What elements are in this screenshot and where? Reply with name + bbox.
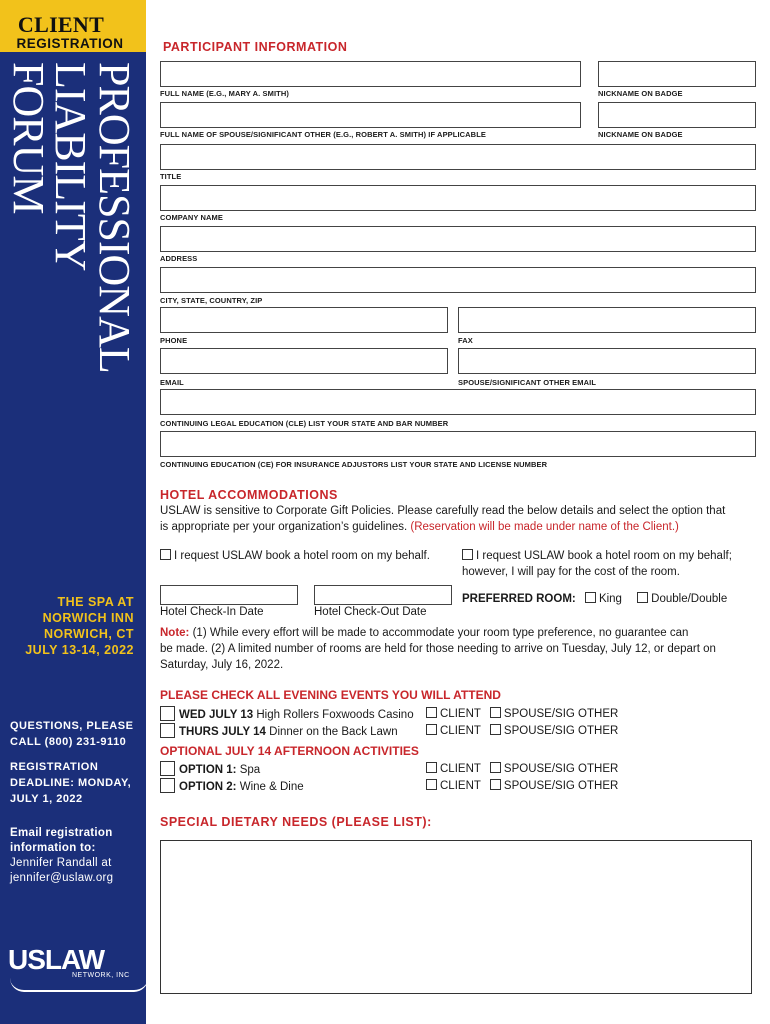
option-1-spouse-checkbox[interactable] xyxy=(490,762,501,773)
hotel-option-1-label: I request USLAW book a hotel room on my behalf. xyxy=(174,550,430,562)
deadline-info xyxy=(10,759,131,807)
venue-line: THE SPA AT xyxy=(57,595,134,609)
spouse-label: SPOUSE/SIG OTHER xyxy=(503,763,619,775)
event-wed xyxy=(160,706,414,723)
questions-line: QUESTIONS, PLEASE xyxy=(10,720,134,732)
title-label: TITLE xyxy=(160,172,182,181)
fax-label: FAX xyxy=(458,336,473,345)
event-wed-desc: High Rollers Foxwoods Casino xyxy=(256,709,414,721)
hotel-policy-text xyxy=(160,503,760,535)
event-wed-checkbox[interactable] xyxy=(160,706,175,721)
logo-swoosh xyxy=(10,978,148,992)
hotel-option-2-label: I request USLAW book a hotel room on my behalf; xyxy=(476,550,732,562)
spouse-name-label: FULL NAME OF SPOUSE/SIGNIFICANT OTHER (E.G., ROBERT A. SMITH) IF APPLICABLE xyxy=(160,130,486,139)
hotel-option-1-checkbox[interactable] xyxy=(160,549,171,560)
double-checkbox[interactable] xyxy=(637,592,648,603)
full-name-label: FULL NAME (E.G., MARY A. SMITH) xyxy=(160,89,289,98)
venue-date: JULY 13-14, 2022 xyxy=(25,643,134,657)
checkin-label: Hotel Check-In Date xyxy=(160,606,264,618)
fax-field[interactable] xyxy=(458,307,756,333)
participant-section-title: PARTICIPANT INFORMATION xyxy=(163,40,348,54)
hotel-option-2[interactable] xyxy=(462,548,732,580)
diet-section-title: SPECIAL DIETARY NEEDS (PLEASE LIST): xyxy=(160,815,432,829)
client-banner xyxy=(0,0,146,52)
event-thurs-attendees xyxy=(426,723,618,739)
checkout-date-field[interactable] xyxy=(314,585,452,605)
nickname-label: NICKNAME ON BADGE xyxy=(598,89,683,98)
city-field[interactable] xyxy=(160,267,756,293)
event-wed-spouse-checkbox[interactable] xyxy=(490,707,501,718)
events-section-title: PLEASE CHECK ALL EVENING EVENTS YOU WILL ATTEND xyxy=(160,688,501,702)
event-thurs-checkbox[interactable] xyxy=(160,723,175,738)
event-thurs-desc: Dinner on the Back Lawn xyxy=(269,726,398,738)
preferred-room xyxy=(462,591,727,607)
venue-line: NORWICH, CT xyxy=(44,627,134,641)
cle-field[interactable] xyxy=(160,389,756,415)
option-2-spouse-checkbox[interactable] xyxy=(490,779,501,790)
spouse-nickname-label: NICKNAME ON BADGE xyxy=(598,130,683,139)
option-1 xyxy=(160,761,260,778)
option-2-label: OPTION 2: xyxy=(179,781,237,793)
deadline-line: DEADLINE: MONDAY, xyxy=(10,777,132,789)
double-label: Double/Double xyxy=(651,593,728,605)
note-line: Saturday, July 16, 2022. xyxy=(160,659,284,671)
venue-info xyxy=(8,594,134,658)
deadline-line: REGISTRATION xyxy=(10,761,99,773)
checkin-date-field[interactable] xyxy=(160,585,298,605)
option-1-checkbox[interactable] xyxy=(160,761,175,776)
king-label: King xyxy=(598,593,622,605)
event-thurs-spouse-checkbox[interactable] xyxy=(490,724,501,735)
checkout-label: Hotel Check-Out Date xyxy=(314,606,427,618)
optional-activities-title: OPTIONAL JULY 14 AFTERNOON ACTIVITIES xyxy=(160,744,419,758)
option-2 xyxy=(160,778,304,795)
hotel-policy-line: is appropriate per your organization’s guidelines. xyxy=(160,521,408,533)
option-2-client-checkbox[interactable] xyxy=(426,779,437,790)
full-name-field[interactable] xyxy=(160,61,581,87)
option-1-desc: Spa xyxy=(239,764,261,776)
email-contact-address[interactable]: jennifer@uslaw.org xyxy=(10,872,114,884)
questions-phone: CALL (800) 231-9110 xyxy=(10,736,127,748)
nickname-field[interactable] xyxy=(598,61,756,87)
company-label: COMPANY NAME xyxy=(160,213,224,222)
spouse-email-label: SPOUSE/SIGNIFICANT OTHER EMAIL xyxy=(458,378,597,387)
uslaw-logo: USLAW xyxy=(8,944,105,975)
client-label: CLIENT xyxy=(440,725,481,737)
city-label: CITY, STATE, COUNTRY, ZIP xyxy=(160,296,263,305)
option-2-desc: Wine & Dine xyxy=(239,781,304,793)
event-thurs xyxy=(160,723,398,740)
event-thurs-client-checkbox[interactable] xyxy=(426,724,437,735)
option-1-attendees xyxy=(426,761,618,777)
king-checkbox[interactable] xyxy=(585,592,596,603)
questions-info xyxy=(10,718,133,750)
option-2-checkbox[interactable] xyxy=(160,778,175,793)
option-1-client-checkbox[interactable] xyxy=(426,762,437,773)
preferred-room-label: PREFERRED ROOM: xyxy=(462,593,576,605)
hotel-option-2-label-cont: however, I will pay for the cost of the room. xyxy=(462,566,680,578)
spouse-email-field[interactable] xyxy=(458,348,756,374)
spouse-name-field[interactable] xyxy=(160,102,581,128)
client-label: CLIENT xyxy=(440,708,481,720)
uslaw-logo-sub: NETWORK, INC xyxy=(72,972,130,979)
hotel-section-title: HOTEL ACCOMMODATIONS xyxy=(160,488,338,502)
spouse-label: SPOUSE/SIG OTHER xyxy=(503,780,619,792)
title-field[interactable] xyxy=(160,144,756,170)
hotel-option-2-checkbox[interactable] xyxy=(462,549,473,560)
client-heading: CLIENT xyxy=(17,12,105,37)
client-label: CLIENT xyxy=(440,763,481,775)
email-info xyxy=(10,826,113,886)
phone-field[interactable] xyxy=(160,307,448,333)
ce-field[interactable] xyxy=(160,431,756,457)
forum-title-line3: FORUM xyxy=(4,62,53,214)
ce-label: CONTINUING EDUCATION (CE) FOR INSURANCE ADJUSTORS LIST YOUR STATE AND LICENSE NUMBER xyxy=(160,460,548,469)
email-contact-name: Jennifer Randall at xyxy=(10,857,112,869)
event-wed-attendees xyxy=(426,706,618,722)
spouse-label: SPOUSE/SIG OTHER xyxy=(503,725,619,737)
option-1-label: OPTION 1: xyxy=(179,764,237,776)
company-field[interactable] xyxy=(160,185,756,211)
hotel-option-1[interactable] xyxy=(160,548,430,564)
email-info-line: Email registration xyxy=(10,827,113,839)
cle-label: CONTINUING LEGAL EDUCATION (CLE) LIST YOUR STATE AND BAR NUMBER xyxy=(160,419,449,428)
phone-label: PHONE xyxy=(160,336,188,345)
forum-title-line1: PROFESSIONAL xyxy=(90,62,139,373)
dietary-needs-field[interactable] xyxy=(160,840,752,994)
event-thurs-day: THURS JULY 14 xyxy=(179,726,266,738)
note-line: be made. (2) A limited number of rooms are held for those needing to arrive on Tuesday, July 12, or depart on xyxy=(160,643,716,655)
venue-line: NORWICH INN xyxy=(42,611,134,625)
email-label: EMAIL xyxy=(160,378,184,387)
hotel-note xyxy=(160,625,760,673)
option-2-attendees xyxy=(426,778,618,794)
registration-heading: REGISTRATION xyxy=(16,36,124,51)
forum-title-line2: LIABILITY xyxy=(46,62,95,271)
address-field[interactable] xyxy=(160,226,756,252)
sidebar xyxy=(0,0,146,1024)
client-label: CLIENT xyxy=(440,780,481,792)
note-label: Note: xyxy=(160,627,190,639)
hotel-policy-note: (Reservation will be made under name of the Client.) xyxy=(410,521,679,533)
deadline-line: JULY 1, 2022 xyxy=(10,793,83,805)
spouse-label: SPOUSE/SIG OTHER xyxy=(503,708,619,720)
hotel-policy-line: USLAW is sensitive to Corporate Gift Policies. Please carefully read the below details and select the option that xyxy=(160,505,726,517)
note-line: (1) While every effort will be made to accommodate your room type preference, no guarantee can xyxy=(192,627,689,639)
spouse-nickname-field[interactable] xyxy=(598,102,756,128)
email-field[interactable] xyxy=(160,348,448,374)
address-label: ADDRESS xyxy=(160,254,198,263)
email-info-line: information to: xyxy=(10,842,96,854)
event-wed-day: WED JULY 13 xyxy=(179,709,254,721)
event-wed-client-checkbox[interactable] xyxy=(426,707,437,718)
